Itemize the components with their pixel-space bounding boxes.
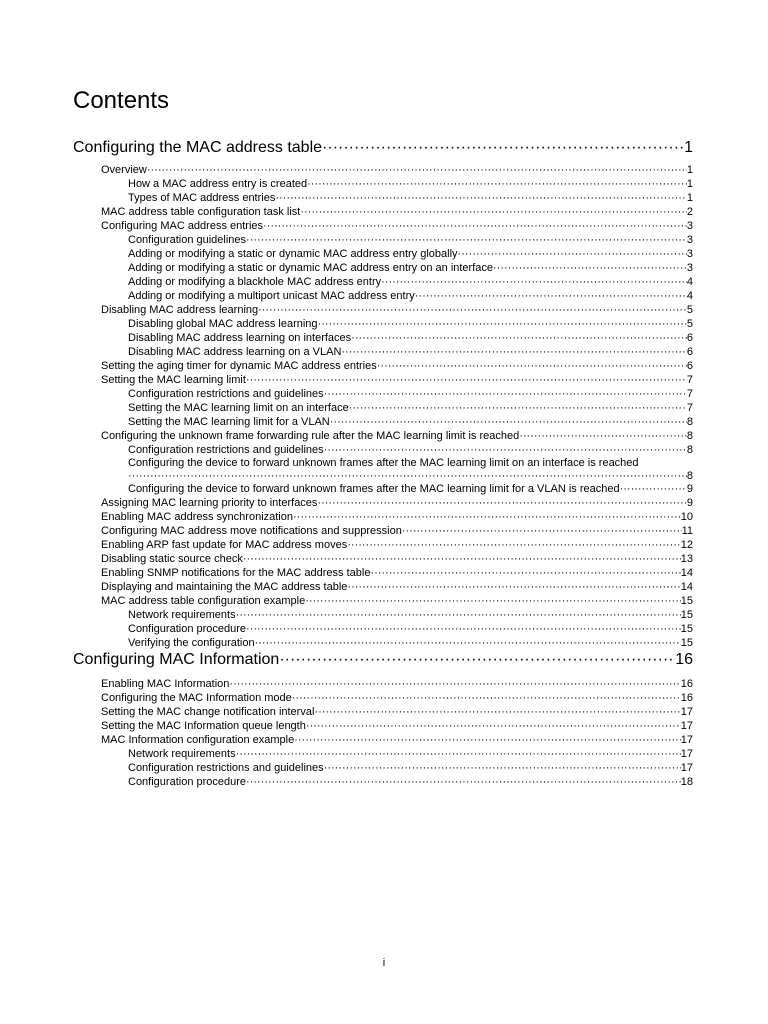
entry-label: Verifying the configuration [128, 637, 255, 649]
entry-page-number: 16 [680, 692, 693, 704]
entry-page-number: 15 [680, 623, 693, 635]
toc-entry[interactable] [101, 510, 693, 524]
entry-page-number: 8 [686, 470, 693, 482]
dot-leader [317, 496, 686, 510]
dot-leader [263, 219, 687, 233]
entry-page-number: 3 [686, 248, 693, 260]
entry-page-number: 17 [680, 748, 693, 760]
toc-entry[interactable] [101, 359, 693, 373]
dot-leader [243, 552, 681, 566]
toc-entry-wrapped-label[interactable]: Configuring the device to forward unknown frames after the MAC learning limit on an interface is reached [128, 457, 639, 469]
toc-entry[interactable] [128, 261, 693, 275]
dot-leader [324, 387, 687, 401]
entry-page-number: 13 [680, 553, 693, 565]
toc-entry[interactable] [128, 177, 693, 191]
entry-page-number: 16 [680, 678, 693, 690]
dot-leader [229, 677, 680, 691]
toc-entry[interactable] [101, 691, 693, 705]
entry-label: MAC address table configuration example [101, 595, 306, 607]
toc-entry[interactable] [128, 331, 693, 345]
dot-leader [349, 401, 687, 415]
entry-label: Setting the MAC learning limit [101, 374, 246, 386]
toc-entry[interactable] [101, 538, 693, 552]
entry-page-number: 1 [686, 164, 693, 176]
toc-entry[interactable] [101, 429, 693, 443]
dot-leader [322, 138, 684, 158]
entry-label: Configuring MAC address move notifications and suppression [101, 525, 402, 537]
dot-leader [294, 733, 681, 747]
dot-leader [246, 775, 681, 789]
entry-page-number: 3 [686, 234, 693, 246]
entry-label: Enabling MAC address synchronization [101, 511, 293, 523]
entry-label: Configuring the MAC Information mode [101, 692, 292, 704]
entry-page-number: 3 [686, 220, 693, 232]
toc-entry[interactable] [128, 275, 693, 289]
entry-page-number: 14 [680, 567, 693, 579]
toc-entry[interactable] [128, 247, 693, 261]
toc-entry[interactable] [101, 303, 693, 317]
dot-leader [236, 747, 681, 761]
dot-leader [402, 524, 682, 538]
toc-entry[interactable] [128, 608, 693, 622]
toc-entry[interactable] [101, 496, 693, 510]
dot-leader [293, 510, 681, 524]
entry-page-number: 17 [680, 720, 693, 732]
dot-leader [377, 359, 687, 373]
entry-page-number: 14 [680, 581, 693, 593]
toc-entry-wrapped-continuation[interactable] [128, 469, 693, 483]
entry-label: Configuration procedure [128, 776, 247, 788]
dot-leader [318, 317, 687, 331]
entry-page-number: 7 [686, 402, 693, 414]
toc-entry[interactable] [101, 719, 693, 733]
toc-entry[interactable] [128, 345, 693, 359]
toc-entry[interactable] [128, 415, 693, 429]
toc-entry[interactable] [128, 387, 693, 401]
entry-label: Setting the MAC learning limit on an interface [128, 402, 349, 414]
entry-page-number: 1 [686, 192, 693, 204]
entry-label: Adding or modifying a static or dynamic MAC address entry globally [128, 248, 458, 260]
dot-leader [415, 289, 687, 303]
entry-label: Adding or modifying a blackhole MAC address entry [128, 276, 382, 288]
toc-entry[interactable] [101, 594, 693, 608]
entry-page-number: 18 [680, 776, 693, 788]
dot-leader [458, 247, 687, 261]
chapter-page-number: 1 [684, 139, 693, 156]
entry-page-number: 6 [686, 332, 693, 344]
toc-entry[interactable] [128, 233, 693, 247]
dot-leader [519, 429, 687, 443]
toc-entry[interactable] [101, 580, 693, 594]
chapter-title: Configuring the MAC address table [73, 139, 323, 156]
entry-label: Adding or modifying a multiport unicast MAC address entry [128, 290, 415, 302]
entry-label: Displaying and maintaining the MAC address table [101, 581, 348, 593]
entry-label: Configuring the unknown frame forwarding rule after the MAC learning limit is reached [101, 430, 520, 442]
entry-page-number: 6 [686, 346, 693, 358]
dot-leader [314, 705, 680, 719]
entry-label: Setting the MAC learning limit for a VLAN [128, 416, 330, 428]
dot-leader [128, 469, 687, 483]
dot-leader [246, 622, 681, 636]
entry-label: MAC address table configuration task list [101, 206, 301, 218]
toc-entry[interactable] [101, 677, 693, 691]
entry-page-number: 4 [686, 276, 693, 288]
dot-leader [381, 275, 687, 289]
dot-leader [306, 719, 681, 733]
entry-page-number: 5 [686, 304, 693, 316]
entry-page-number: 17 [680, 734, 693, 746]
entry-label: Configuration guidelines [128, 234, 247, 246]
chapter-title: Configuring MAC Information [73, 651, 280, 668]
page-title: Contents [73, 87, 170, 114]
dot-leader [347, 580, 680, 594]
toc-entry[interactable] [128, 622, 693, 636]
toc-chapter-mac-information[interactable] [73, 648, 693, 670]
entry-label: Enabling SNMP notifications for the MAC address table [101, 567, 371, 579]
dot-leader [275, 191, 687, 205]
toc-entry[interactable] [128, 401, 693, 415]
entry-label: Network requirements [128, 609, 236, 621]
dot-leader [324, 443, 687, 457]
entry-page-number: 9 [686, 497, 693, 509]
dot-leader [246, 373, 687, 387]
toc-entry[interactable] [128, 747, 693, 761]
entry-label: Configuration restrictions and guidelines [128, 388, 324, 400]
toc-entry[interactable] [128, 317, 693, 331]
toc-entry[interactable] [101, 566, 693, 580]
entry-label: Setting the aging timer for dynamic MAC address entries [101, 360, 377, 372]
chapter-page-number: 16 [675, 651, 693, 668]
entry-page-number: 12 [680, 539, 693, 551]
entry-label: Enabling ARP fast update for MAC address moves [101, 539, 348, 551]
toc-entry[interactable] [128, 761, 693, 775]
entry-label: Overview [101, 164, 147, 176]
entry-label: How a MAC address entry is created [128, 178, 308, 190]
entry-page-number: 8 [686, 430, 693, 442]
toc-entry[interactable] [128, 289, 693, 303]
dot-leader [292, 691, 681, 705]
entry-page-number: 11 [681, 525, 693, 537]
entry-label: Configuring the device to forward unknown frames after the MAC learning limit for a VLAN is reached [128, 483, 620, 495]
entry-label: Assigning MAC learning priority to interfaces [101, 497, 318, 509]
entry-label: Configuring MAC address entries [101, 220, 264, 232]
entry-page-number: 5 [686, 318, 693, 330]
entry-page-number: 7 [686, 388, 693, 400]
toc-entry[interactable] [101, 219, 693, 233]
entry-label: Configuration restrictions and guidelines [128, 444, 324, 456]
dot-leader [324, 761, 681, 775]
entry-page-number: 8 [686, 416, 693, 428]
dot-leader [330, 415, 687, 429]
entry-page-number: 4 [686, 290, 693, 302]
dot-leader [279, 650, 675, 670]
toc-entry[interactable] [128, 191, 693, 205]
entry-page-number: 2 [686, 206, 693, 218]
dot-leader [305, 594, 681, 608]
toc-entry[interactable] [101, 552, 693, 566]
dot-leader [347, 538, 681, 552]
toc-entry[interactable] [128, 775, 693, 789]
entry-label: Types of MAC address entries [128, 192, 276, 204]
entry-page-number: 7 [686, 374, 693, 386]
dot-leader [341, 345, 686, 359]
entry-label: Adding or modifying a static or dynamic MAC address entry on an interface [128, 262, 494, 274]
dot-leader [236, 608, 681, 622]
entry-page-number: 8 [686, 444, 693, 456]
entry-page-number: 3 [686, 262, 693, 274]
toc-entry[interactable] [128, 443, 693, 457]
entry-page-number: 10 [680, 511, 693, 523]
toc-entry[interactable] [101, 733, 693, 747]
entry-page-number: 9 [686, 483, 693, 495]
toc-entry[interactable] [101, 705, 693, 719]
entry-page-number: 17 [680, 706, 693, 718]
toc-entry[interactable] [101, 373, 693, 387]
entry-label: Enabling MAC Information [101, 678, 230, 690]
entry-label: MAC Information configuration example [101, 734, 295, 746]
entry-label: Setting the MAC change notification interval [101, 706, 315, 718]
entry-label: Configuration procedure [128, 623, 247, 635]
dot-leader [493, 261, 687, 275]
dot-leader [147, 163, 687, 177]
dot-leader [258, 303, 687, 317]
entry-page-number: 15 [680, 637, 693, 649]
toc-chapter-mac-address-table[interactable] [73, 136, 693, 158]
dot-leader [246, 233, 687, 247]
entry-label: Disabling MAC address learning on interfaces [128, 332, 352, 344]
entry-label: Network requirements [128, 748, 236, 760]
entry-page-number: 17 [680, 762, 693, 774]
entry-label: Disabling MAC address learning on a VLAN [128, 346, 342, 358]
entry-label: Setting the MAC Information queue length [101, 720, 306, 732]
entry-label: Disabling MAC address learning [101, 304, 259, 316]
dot-leader [370, 566, 680, 580]
toc-entry[interactable] [101, 163, 693, 177]
entry-page-number: 6 [686, 360, 693, 372]
toc-entry[interactable] [101, 524, 693, 538]
entry-label: Disabling global MAC address learning [128, 318, 318, 330]
entry-label: Disabling static source check [101, 553, 243, 565]
entry-page-number: 15 [680, 609, 693, 621]
toc-entry[interactable] [128, 482, 693, 496]
dot-leader [300, 205, 687, 219]
entry-label: Configuration restrictions and guidelines [128, 762, 324, 774]
entry-page-number: 1 [686, 178, 693, 190]
dot-leader [351, 331, 687, 345]
entry-page-number: 15 [680, 595, 693, 607]
toc-entry[interactable] [101, 205, 693, 219]
dot-leader [307, 177, 687, 191]
footer-page-number: i [382, 957, 386, 969]
dot-leader [620, 482, 687, 496]
